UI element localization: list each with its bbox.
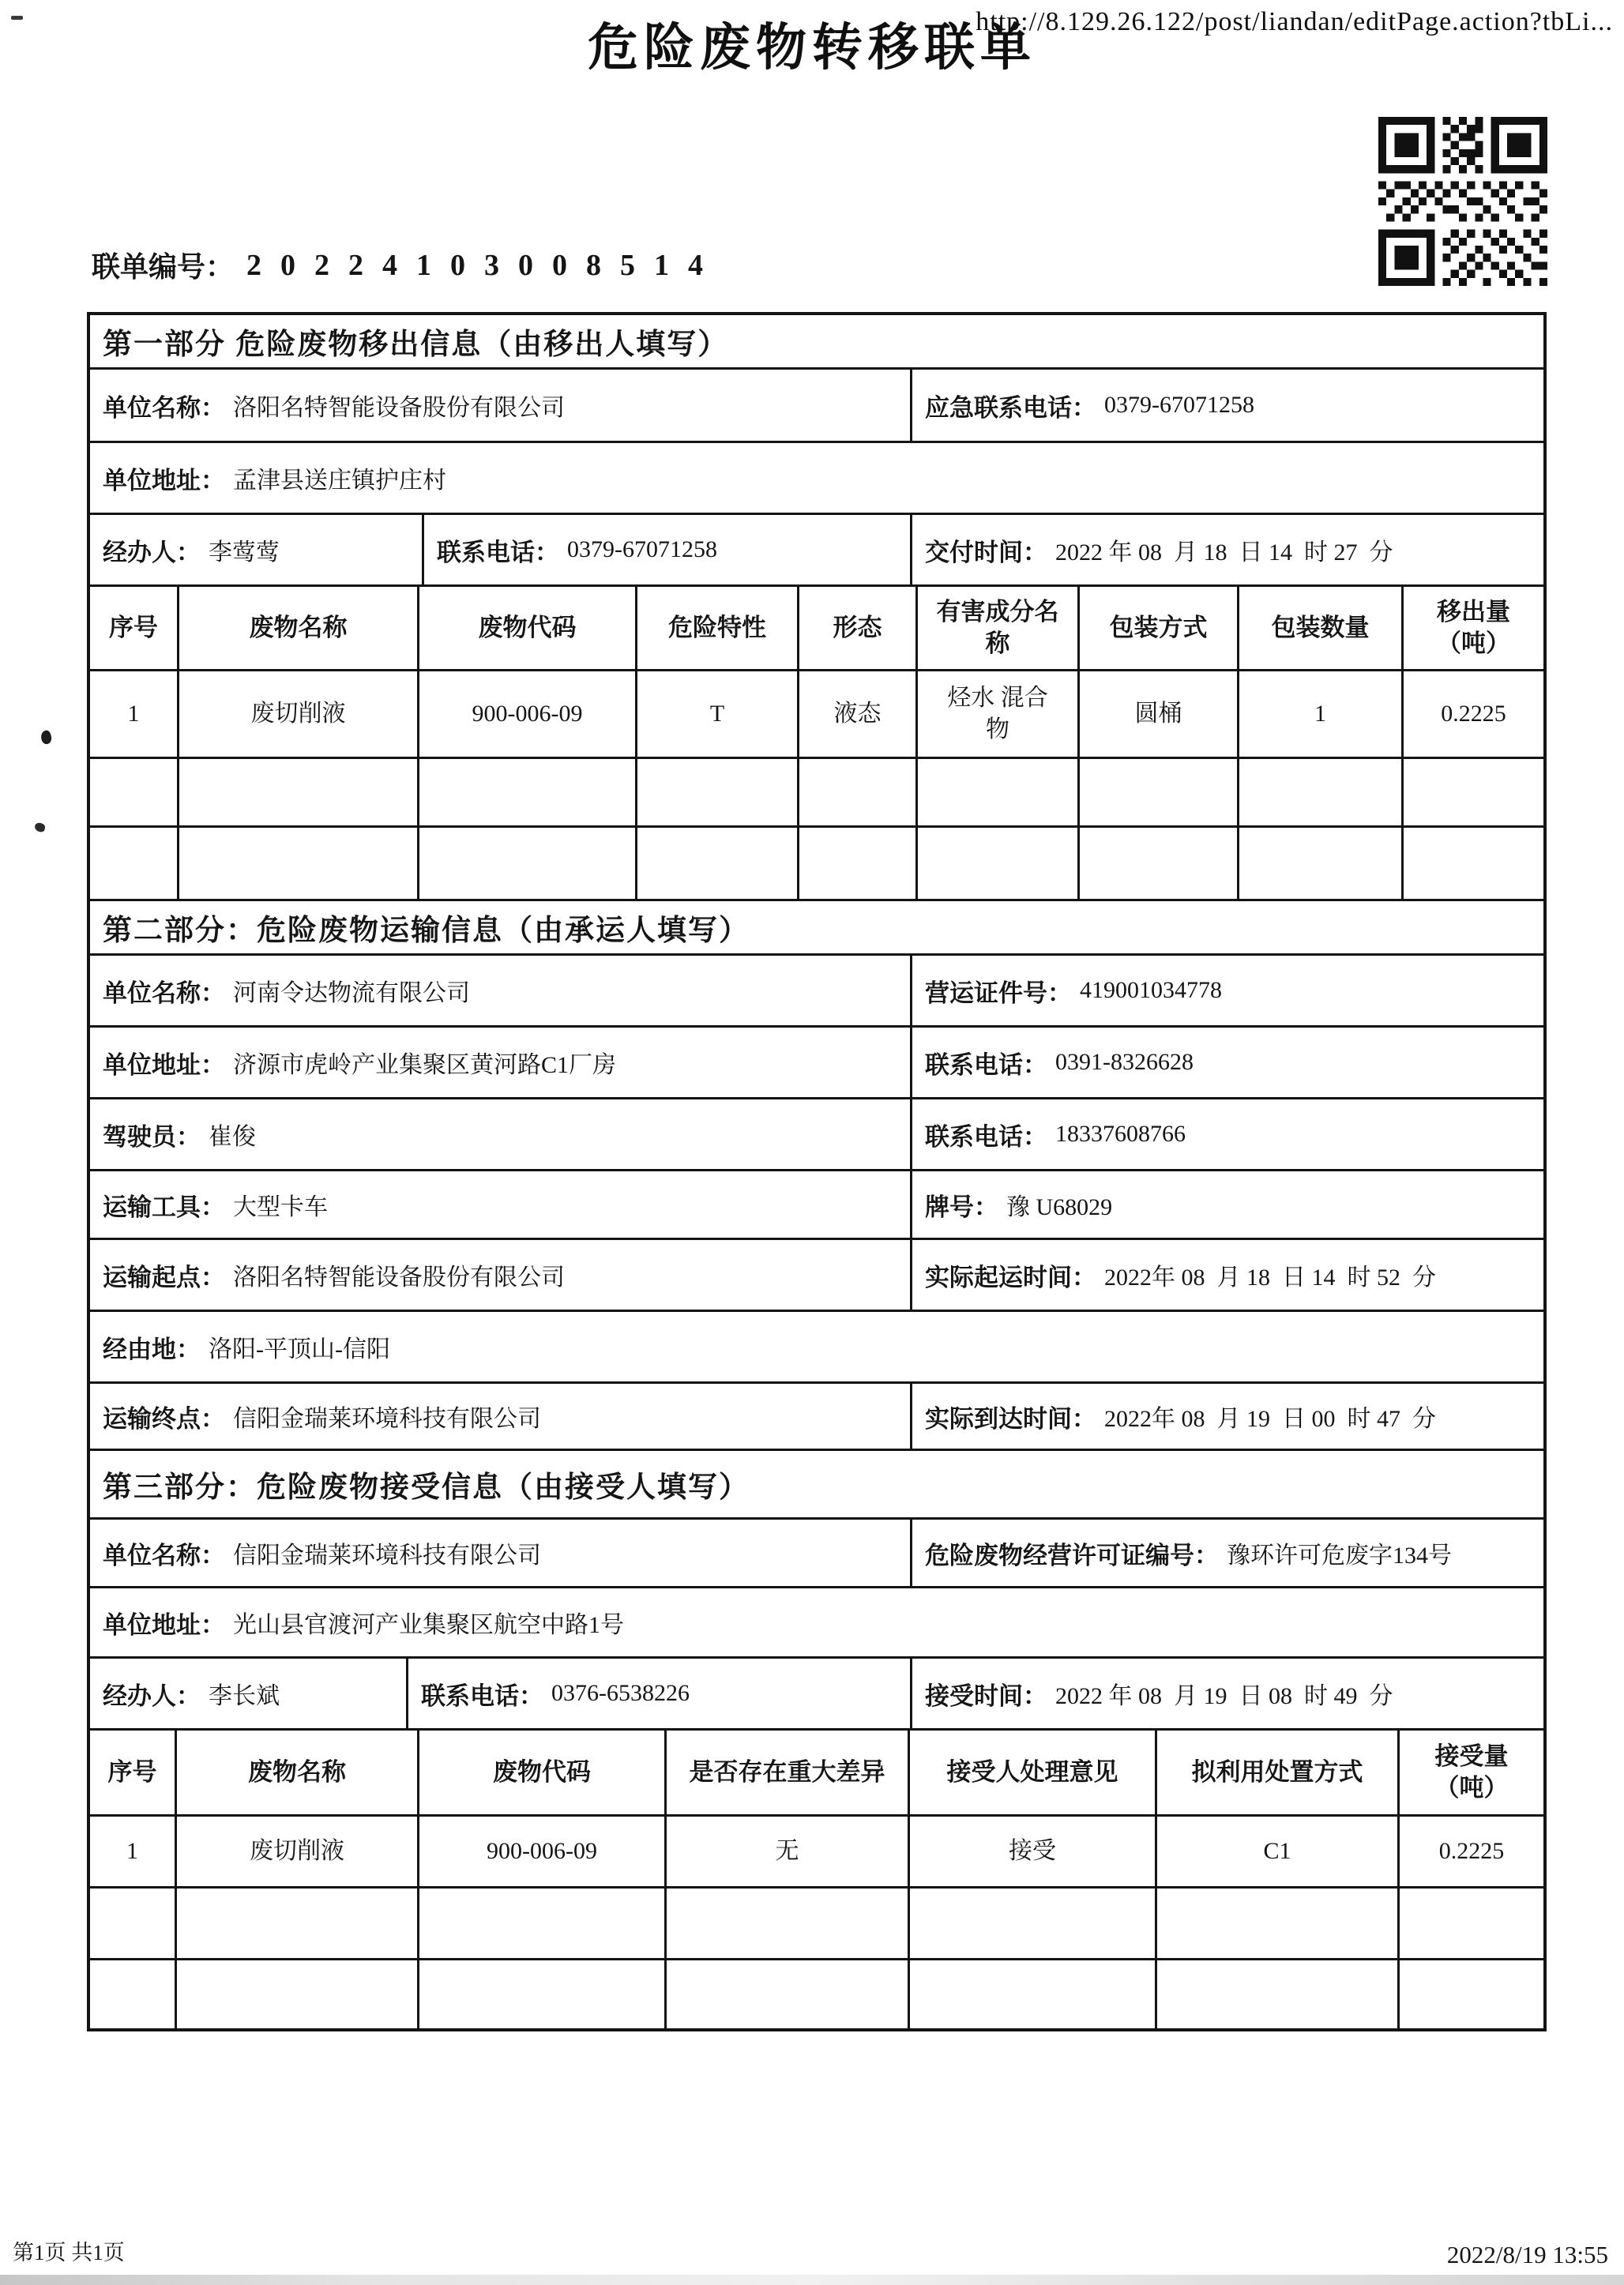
- s2-unit-name-value: 河南令达物流有限公司: [233, 980, 470, 1006]
- section2-unit-row: [90, 953, 1543, 1025]
- manifest-number-line: [92, 245, 722, 285]
- section1-header-cell: [90, 315, 1543, 367]
- s3-unit-name-label: 单位名称：: [103, 1541, 225, 1569]
- s2-phone2-label: 联系电话：: [925, 1122, 1047, 1151]
- waste-table1-empty-row: [90, 825, 1543, 899]
- t1-empty-cell: [1077, 759, 1237, 825]
- t2-header-amount-line1: 接受量: [1434, 1742, 1509, 1770]
- t1-row-package-qty-text: 1: [1314, 700, 1326, 727]
- s2-arrive-time-value: 2022年 08 月 19 日 00 时 47 分: [1104, 1406, 1436, 1432]
- t1-header-hazard: [635, 587, 797, 669]
- t1-empty-cell: [90, 759, 177, 825]
- t1-empty-cell: [90, 828, 177, 899]
- t2-empty-cell: [175, 1960, 417, 2028]
- t1-row-hazard: [635, 671, 797, 757]
- t2-row-opinion-text: 接受: [1009, 1837, 1056, 1864]
- t2-empty-cell: [1155, 1960, 1397, 2028]
- waste-table1-data-row: [90, 669, 1543, 757]
- t2-header-waste-name: [175, 1731, 417, 1814]
- s2-arrive-time-cell: [910, 1384, 1543, 1449]
- s3-permit-value: 豫环许可危废字134号: [1227, 1543, 1452, 1569]
- t1-header-amount: [1401, 587, 1543, 669]
- s2-phone1-cell: [910, 1028, 1543, 1097]
- t1-header-waste-code: [417, 587, 635, 669]
- s2-dest-label: 运输终点：: [103, 1404, 225, 1433]
- t2-empty-cell: [417, 1960, 664, 2028]
- s1-phone-label: 联系电话：: [437, 538, 559, 566]
- s1-delivery-time-value: 2022 年 08 月 18 日 14 时 27 分: [1055, 539, 1393, 566]
- s2-unit-name-cell: [90, 956, 910, 1025]
- t2-empty-cell: [1397, 1889, 1543, 1958]
- s2-vehicle-label: 运输工具：: [103, 1193, 225, 1221]
- t1-row-waste-code-text: 900-006-09: [472, 700, 583, 727]
- t1-header-waste-name-text: 废物名称: [249, 613, 348, 641]
- t1-empty-cell: [177, 759, 417, 825]
- t2-row-amount: [1397, 1817, 1543, 1886]
- manifest-number-value: 20224103008514: [246, 248, 723, 282]
- s2-vehicle-value: 大型卡车: [233, 1194, 328, 1220]
- t1-empty-cell: [417, 759, 635, 825]
- s1-phone-cell: [422, 515, 910, 584]
- qr-code-icon: [1378, 117, 1547, 286]
- section1-address-row: [90, 441, 1543, 513]
- print-timestamp: 2022/8/19 13:55: [1446, 2241, 1608, 2268]
- section1-title: 第一部分 危险废物移出信息（由移出人填写）: [103, 328, 729, 360]
- t1-header-form-text: 形态: [833, 613, 882, 641]
- section3-unit-row: [90, 1517, 1543, 1586]
- t2-header-disposal-text: 拟利用处置方式: [1191, 1757, 1363, 1786]
- waste-table1-empty-row: [90, 757, 1543, 825]
- t2-row-opinion: [908, 1817, 1155, 1886]
- t2-row-seq-text: 1: [126, 1837, 138, 1864]
- scan-edge-band: [0, 2275, 1624, 2285]
- t1-header-package-text: 包装方式: [1109, 613, 1208, 641]
- t1-empty-cell: [1401, 759, 1543, 825]
- s1-unit-address-value: 孟津县送庄镇护庄村: [233, 468, 446, 494]
- s3-permit-cell: [910, 1520, 1543, 1586]
- s3-phone-value: 0376-6538226: [551, 1680, 690, 1706]
- t1-header-waste-name: [177, 587, 417, 669]
- scan-artifact: [39, 730, 53, 746]
- t2-header-difference: [664, 1731, 908, 1814]
- t1-header-component: [915, 587, 1077, 669]
- s2-depart-time-value: 2022年 08 月 18 日 14 时 52 分: [1104, 1265, 1436, 1291]
- t2-row-difference-text: 无: [775, 1837, 799, 1864]
- t1-row-waste-code: [417, 671, 635, 757]
- s1-emergency-phone-cell: [910, 370, 1543, 441]
- t1-row-package: [1077, 671, 1237, 757]
- s3-phone-label: 联系电话：: [421, 1682, 543, 1710]
- manifest-number-label: 联单编号：: [92, 250, 235, 283]
- s1-emergency-phone-label: 应急联系电话：: [925, 393, 1096, 422]
- t1-header-waste-code-text: 废物代码: [478, 613, 577, 641]
- s3-agent-cell: [90, 1659, 406, 1728]
- s1-delivery-time-cell: [910, 515, 1543, 584]
- t2-empty-cell: [1155, 1889, 1397, 1958]
- t1-row-package-text: 圆桶: [1134, 700, 1182, 727]
- t2-row-waste-code-text: 900-006-09: [487, 1837, 597, 1864]
- t2-header-waste-code-text: 废物代码: [493, 1757, 591, 1786]
- t1-row-seq: [90, 671, 177, 757]
- s2-license-value: 419001034778: [1080, 977, 1222, 1003]
- s2-driver-label: 驾驶员：: [103, 1122, 201, 1151]
- s2-via-cell: [90, 1312, 1543, 1381]
- t1-empty-cell: [635, 759, 797, 825]
- t1-header-component-text: 有害成分名称: [936, 597, 1059, 657]
- t1-header-seq: [90, 587, 177, 669]
- t1-row-waste-name: [177, 671, 417, 757]
- browser-print-url: http://8.129.26.122/post/liandan/editPage.action?tbLi...: [976, 7, 1613, 36]
- t2-row-difference: [664, 1817, 908, 1886]
- t2-row-seq: [90, 1817, 175, 1886]
- t1-header-form: [797, 587, 915, 669]
- s3-unit-address-label: 单位地址：: [103, 1610, 225, 1639]
- s3-unit-name-value: 信阳金瑞莱环境科技有限公司: [233, 1543, 541, 1569]
- s3-phone-cell: [406, 1659, 910, 1728]
- t2-empty-cell: [417, 1889, 664, 1958]
- scan-artifact: [11, 16, 23, 20]
- s3-permit-label: 危险废物经营许可证编号：: [925, 1541, 1219, 1569]
- t1-row-seq-text: 1: [127, 700, 140, 727]
- section1-unit-row: [90, 367, 1543, 441]
- document-title: 危险废物转移联单: [588, 19, 1036, 76]
- t1-row-amount: [1401, 671, 1543, 757]
- t2-row-disposal-text: C1: [1263, 1837, 1291, 1864]
- t1-header-package-qty: [1237, 587, 1401, 669]
- s2-plate-label: 牌号：: [925, 1193, 998, 1221]
- t2-header-opinion-text: 接受人处理意见: [946, 1757, 1118, 1786]
- s2-phone2-cell: [910, 1099, 1543, 1169]
- s2-phone1-label: 联系电话：: [925, 1050, 1047, 1079]
- t2-header-waste-name-text: 废物名称: [248, 1757, 346, 1786]
- t1-row-package-qty: [1237, 671, 1401, 757]
- s2-vehicle-cell: [90, 1171, 910, 1238]
- t1-header-hazard-text: 危险特性: [668, 613, 766, 641]
- waste-table1-header-row: [90, 584, 1543, 669]
- t2-header-waste-code: [417, 1731, 664, 1814]
- t1-empty-cell: [1237, 828, 1401, 899]
- s2-unit-address-label: 单位地址：: [103, 1050, 225, 1079]
- s1-delivery-time-label: 交付时间：: [925, 538, 1047, 566]
- t1-header-seq-text: 序号: [109, 613, 158, 641]
- t2-header-disposal: [1155, 1731, 1397, 1814]
- s2-depart-time-label: 实际起运时间：: [925, 1263, 1096, 1291]
- s2-phone1-value: 0391-8326628: [1055, 1049, 1194, 1075]
- t1-header-package-qty-text: 包装数量: [1271, 613, 1370, 641]
- manifest-form-table: [87, 312, 1547, 2031]
- s1-phone-value: 0379-67071258: [567, 536, 717, 562]
- t1-header-amount-line2: （吨）: [1437, 630, 1510, 657]
- t2-row-disposal: [1155, 1817, 1397, 1886]
- waste-table2-data-row: [90, 1814, 1543, 1886]
- waste-table2-empty-row: [90, 1958, 1543, 2028]
- t1-row-waste-name-text: 废切削液: [250, 700, 346, 727]
- s1-unit-address-cell: [90, 443, 1543, 513]
- t1-empty-cell: [635, 828, 797, 899]
- section2-vehicle-row: [90, 1169, 1543, 1238]
- s2-unit-address-cell: [90, 1028, 910, 1097]
- t2-empty-cell: [1397, 1960, 1543, 2028]
- s2-via-value: 洛阳-平顶山-信阳: [209, 1336, 390, 1362]
- s3-accept-time-cell: [910, 1659, 1543, 1728]
- page-indicator: 第1页 共1页: [13, 2241, 125, 2264]
- s2-driver-cell: [90, 1099, 910, 1169]
- section3-title: 第三部分：危险废物接受信息（由接受人填写）: [103, 1471, 750, 1503]
- s1-emergency-phone-value: 0379-67071258: [1104, 392, 1254, 418]
- s2-via-label: 经由地：: [103, 1335, 201, 1363]
- t1-empty-cell: [177, 828, 417, 899]
- s2-depart-time-cell: [910, 1240, 1543, 1310]
- s3-agent-label: 经办人：: [103, 1682, 201, 1710]
- s2-phone2-value: 18337608766: [1055, 1121, 1186, 1147]
- s3-accept-time-value: 2022 年 08 月 19 日 08 时 49 分: [1055, 1683, 1393, 1709]
- s1-unit-address-label: 单位地址：: [103, 466, 225, 494]
- t1-empty-cell: [417, 828, 635, 899]
- s2-arrive-time-label: 实际到达时间：: [925, 1404, 1096, 1433]
- section2-origin-row: [90, 1238, 1543, 1310]
- t1-header-amount-line1: 移出量: [1437, 597, 1510, 626]
- t1-empty-cell: [915, 828, 1077, 899]
- section3-agent-row: [90, 1656, 1543, 1728]
- s1-unit-name-value: 洛阳名特智能设备股份有限公司: [233, 395, 565, 421]
- s2-origin-label: 运输起点：: [103, 1263, 225, 1291]
- t2-header-amount: [1397, 1731, 1543, 1814]
- t2-empty-cell: [90, 1889, 175, 1958]
- t1-empty-cell: [797, 759, 915, 825]
- s2-origin-value: 洛阳名特智能设备股份有限公司: [233, 1265, 565, 1291]
- t2-empty-cell: [908, 1960, 1155, 2028]
- s3-agent-value: 李长斌: [209, 1683, 280, 1709]
- section1-agent-row: [90, 513, 1543, 584]
- section2-via-row: [90, 1310, 1543, 1381]
- t2-empty-cell: [90, 1960, 175, 2028]
- section2-header-row: [90, 899, 1543, 953]
- section2-driver-row: [90, 1097, 1543, 1169]
- t2-empty-cell: [175, 1889, 417, 1958]
- section3-header-row: [90, 1449, 1543, 1517]
- s2-license-label: 营运证件号：: [925, 979, 1072, 1007]
- section1-header-row: [90, 315, 1543, 367]
- t1-empty-cell: [1237, 759, 1401, 825]
- t1-empty-cell: [797, 828, 915, 899]
- waste-table2-header-row: [90, 1728, 1543, 1814]
- t2-header-seq-text: 序号: [107, 1757, 157, 1786]
- s3-unit-name-cell: [90, 1520, 910, 1586]
- s1-agent-label: 经办人：: [103, 538, 201, 566]
- t2-empty-cell: [664, 1960, 908, 2028]
- t2-header-amount-line2: （吨）: [1434, 1774, 1509, 1802]
- s2-dest-value: 信阳金瑞莱环境科技有限公司: [233, 1406, 541, 1432]
- t2-header-seq: [90, 1731, 175, 1814]
- section3-header-cell: [90, 1451, 1543, 1517]
- t2-row-waste-name-text: 废切削液: [250, 1837, 344, 1864]
- s2-dest-cell: [90, 1384, 910, 1449]
- s3-unit-address-value: 光山县官渡河产业集聚区航空中路1号: [233, 1612, 624, 1638]
- section2-dest-row: [90, 1381, 1543, 1449]
- section2-header-cell: [90, 901, 1543, 953]
- waste-table2-empty-row: [90, 1886, 1543, 1958]
- s3-unit-address-cell: [90, 1588, 1543, 1656]
- t2-row-waste-name: [175, 1817, 417, 1886]
- t1-row-hazard-text: T: [709, 700, 725, 727]
- t1-row-form-text: 液态: [833, 700, 882, 727]
- s1-agent-cell: [90, 515, 422, 584]
- section2-address-row: [90, 1025, 1543, 1097]
- s2-unit-name-label: 单位名称：: [103, 979, 225, 1007]
- s1-unit-name-label: 单位名称：: [103, 393, 225, 422]
- t1-row-amount-text: 0.2225: [1441, 700, 1506, 727]
- s2-unit-address-value: 济源市虎岭产业集聚区黄河路C1厂房: [233, 1052, 617, 1078]
- t1-row-form: [797, 671, 915, 757]
- section3-address-row: [90, 1586, 1543, 1656]
- s2-driver-value: 崔俊: [209, 1124, 256, 1150]
- s1-agent-value: 李莺莺: [209, 539, 280, 566]
- scan-artifact: [34, 822, 46, 832]
- s3-accept-time-label: 接受时间：: [925, 1682, 1047, 1710]
- t2-header-opinion: [908, 1731, 1155, 1814]
- t2-row-amount-text: 0.2225: [1438, 1837, 1505, 1864]
- t2-empty-cell: [908, 1889, 1155, 1958]
- s1-unit-name-cell: [90, 370, 910, 441]
- section2-title: 第二部分：危险废物运输信息（由承运人填写）: [103, 914, 750, 946]
- s2-plate-cell: [910, 1171, 1543, 1238]
- t1-row-component: [915, 671, 1077, 757]
- t1-row-component-text: 烃水 混合物: [947, 684, 1048, 742]
- t1-empty-cell: [1401, 828, 1543, 899]
- t1-header-package: [1077, 587, 1237, 669]
- t2-header-difference-text: 是否存在重大差异: [689, 1757, 885, 1786]
- s2-origin-cell: [90, 1240, 910, 1310]
- t2-empty-cell: [664, 1889, 908, 1958]
- s2-plate-value: 豫 U68029: [1006, 1194, 1113, 1220]
- t1-empty-cell: [915, 759, 1077, 825]
- s2-license-cell: [910, 956, 1543, 1025]
- t1-empty-cell: [1077, 828, 1237, 899]
- t2-row-waste-code: [417, 1817, 664, 1886]
